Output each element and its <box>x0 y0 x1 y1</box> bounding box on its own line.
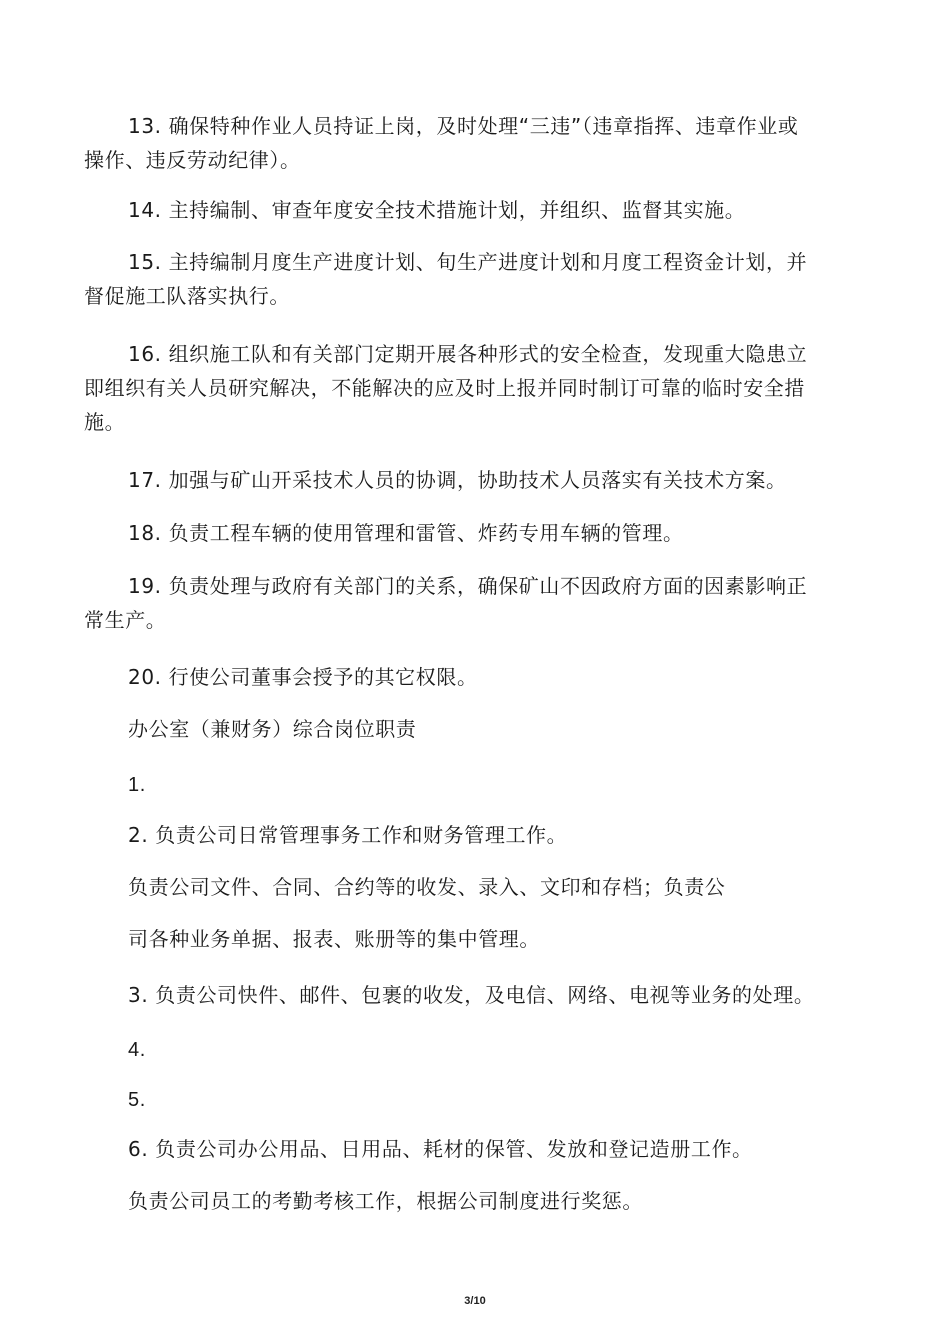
paragraph-20: 20. 行使公司董事会授予的其它权限。 <box>128 665 478 689</box>
paragraph-17: 17. 加强与矿山开采技术人员的协调，协助技术人员落实有关技术方案。 <box>128 468 787 492</box>
list-item-6: 6. 负责公司办公用品、日用品、耗材的保管、发放和登记造册工作。 <box>128 1137 753 1161</box>
list-item-1: 1. <box>128 774 146 796</box>
list-item-2: 2. 负责公司日常管理事务工作和财务管理工作。 <box>128 823 568 847</box>
paragraph-15-line-1: 15. 主持编制月度生产进度计划、旬生产进度计划和月度工程资金计划，并 <box>128 250 808 274</box>
page-number: 3/10 <box>464 1295 486 1307</box>
paragraph-18: 18. 负责工程车辆的使用管理和雷管、炸药专用车辆的管理。 <box>128 521 684 545</box>
paragraph-13-line-2: 操作、违反劳动纪律）。 <box>84 148 301 172</box>
paragraph-19-line-1: 19. 负责处理与政府有关部门的关系，确保矿山不因政府方面的因素影响正 <box>128 574 808 598</box>
paragraph-19-line-2: 常生产。 <box>84 608 167 632</box>
section-heading: 办公室（兼财务）综合岗位职责 <box>128 717 417 741</box>
list-item-3: 3. 负责公司快件、邮件、包裹的收发，及电信、网络、电视等业务的处理。 <box>128 983 815 1007</box>
paragraph-documents: 司各种业务单据、报表、账册等的集中管理。 <box>128 927 540 951</box>
paragraph-13-line-1: 13. 确保特种作业人员持证上岗，及时处理“三违”（违章指挥、违章作业或 <box>128 114 799 138</box>
list-item-5: 5. <box>128 1089 146 1111</box>
paragraph-16-line-2: 即组织有关人员研究解决，不能解决的应及时上报并同时制订可靠的临时安全措 <box>84 376 805 400</box>
paragraph-16-line-3: 施。 <box>84 410 126 434</box>
paragraph-15-line-2: 督促施工队落实执行。 <box>84 284 290 308</box>
paragraph-attendance: 负责公司员工的考勤考核工作，根据公司制度进行奖惩。 <box>128 1189 643 1213</box>
paragraph-files: 负责公司文件、合同、合约等的收发、录入、文印和存档；负责公 <box>128 875 726 899</box>
paragraph-16-line-1: 16. 组织施工队和有关部门定期开展各种形式的安全检查，发现重大隐患立 <box>128 342 808 366</box>
list-item-4: 4. <box>128 1039 146 1061</box>
paragraph-14: 14. 主持编制、审查年度安全技术措施计划，并组织、监督其实施。 <box>128 198 746 222</box>
